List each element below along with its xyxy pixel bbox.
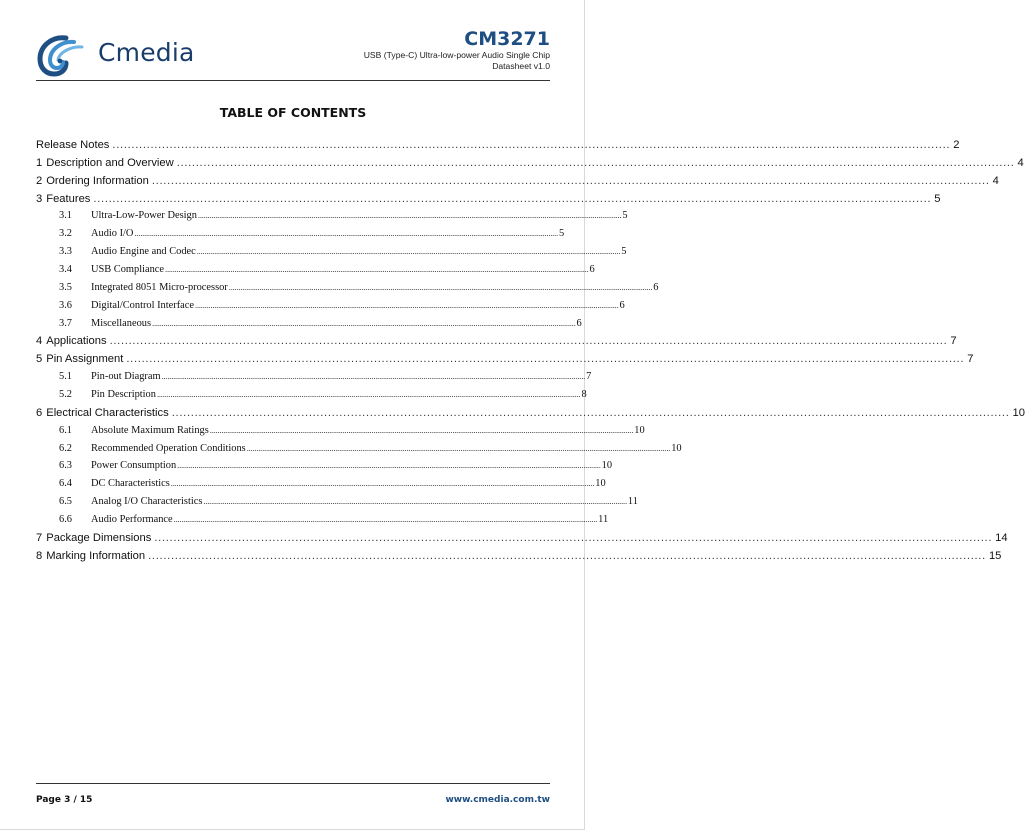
toc-entry-label: Description and Overview	[46, 156, 174, 169]
toc-entry-label: Recommended Operation Conditions	[91, 442, 246, 454]
header-divider	[36, 80, 550, 81]
toc-dot-leader: ............................................................................................................................................................................................................................	[134, 228, 558, 239]
toc-dot-leader: ............................................................................................................................................................................................................................	[176, 156, 1015, 169]
toc-entry-label: USB Compliance	[91, 264, 165, 276]
toc-entry-page: 10	[1012, 406, 1025, 419]
toc-dot-leader: ............................................................................................................................................................................................................................	[154, 531, 993, 544]
toc-entry-page: 6	[653, 281, 659, 293]
toc-entry-page: 5	[621, 246, 627, 258]
toc-entry-number: 3.2	[59, 228, 72, 240]
toc-dot-leader: ............................................................................................................................................................................................................................	[156, 389, 581, 400]
toc-entry-number: 3	[36, 192, 43, 205]
toc-entry-number: 6.3	[59, 460, 72, 472]
toc-entry-page: 4	[992, 174, 999, 187]
toc-entry[interactable]	[36, 228, 565, 246]
toc-entry-number: 6.4	[59, 478, 72, 490]
toc-entry-page: 11	[598, 514, 609, 526]
toc-entry[interactable]	[36, 246, 627, 264]
toc-dot-leader: ............................................................................................................................................................................................................................	[126, 353, 965, 366]
document-header	[364, 28, 550, 72]
toc-entry-number: 6.6	[59, 514, 72, 526]
toc-entry-label: Integrated 8051 Micro-processor	[91, 281, 228, 293]
toc-entry-page: 10	[634, 424, 645, 436]
toc-entry-page: 14	[995, 531, 1008, 544]
toc-entry-label: Absolute Maximum Ratings	[91, 424, 209, 436]
table-of-contents	[36, 139, 1025, 568]
toc-entry-page: 10	[601, 460, 613, 472]
toc-entry-label: Applications	[46, 335, 107, 348]
toc-entry-page: 7	[967, 353, 974, 366]
toc-dot-leader: ............................................................................................................................................................................................................................	[148, 549, 986, 562]
toc-entry-number: 5.2	[59, 389, 72, 401]
toc-entry[interactable]	[36, 549, 1002, 568]
product-subtitle: USB (Type-C) Ultra-low-power Audio Single Chip	[363, 50, 550, 60]
toc-dot-leader: ............................................................................................................................................................................................................................	[112, 139, 951, 151]
toc-entry-label: Digital/Control Interface	[91, 299, 195, 311]
toc-dot-leader: ............................................................................................................................................................................................................................	[246, 442, 671, 453]
toc-entry-label: Miscellaneous	[91, 317, 152, 329]
toc-entry[interactable]	[36, 281, 659, 300]
toc-entry[interactable]	[36, 156, 1024, 175]
toc-entry-page: 5	[934, 192, 941, 205]
toc-entry[interactable]	[36, 335, 957, 353]
toc-dot-leader: ............................................................................................................................................................................................................................	[196, 246, 621, 257]
toc-entry-label: Pin Description	[91, 389, 156, 401]
toc-dot-leader: ............................................................................................................................................................................................................................	[173, 514, 598, 525]
toc-entry-page: 7	[586, 371, 592, 383]
website-link[interactable]: www.cmedia.com.tw	[445, 795, 550, 805]
toc-entry-label: Release Notes	[36, 139, 110, 151]
cmedia-logo	[36, 33, 196, 77]
footer-divider	[36, 783, 550, 784]
toc-entry-label: Package Dimensions	[46, 531, 152, 544]
toc-entry-label: Power Consumption	[91, 460, 177, 472]
toc-entry[interactable]	[36, 371, 592, 389]
toc-dot-leader: ............................................................................................................................................................................................................................	[152, 317, 576, 328]
toc-dot-leader: ............................................................................................................................................................................................................................	[197, 210, 622, 221]
toc-entry-page: 15	[988, 549, 1002, 562]
toc-entry-page: 6	[619, 299, 625, 311]
toc-entry-label: Audio Performance	[91, 514, 173, 526]
toc-entry-page: 7	[950, 335, 957, 348]
toc-entry[interactable]	[36, 531, 1008, 550]
toc-entry-page: 2	[953, 139, 960, 151]
toc-entry-number: 5.1	[59, 371, 72, 383]
toc-entry[interactable]	[36, 389, 587, 407]
toc-entry-number: 3.4	[59, 264, 72, 276]
toc-title: TABLE OF CONTENTS	[219, 105, 367, 120]
toc-entry-number: 6.2	[59, 442, 72, 454]
toc-dot-leader: ............................................................................................................................................................................................................................	[209, 424, 634, 435]
toc-entry-label: Audio Engine and Codec	[91, 246, 196, 258]
toc-entry-number: 7	[36, 531, 43, 544]
toc-entry[interactable]	[36, 442, 682, 461]
toc-entry-number: 6	[36, 406, 43, 419]
toc-entry-number: 8	[36, 549, 43, 562]
toc-dot-leader: ............................................................................................................................................................................................................................	[165, 264, 589, 275]
toc-entry-label: Electrical Characteristics	[46, 406, 169, 419]
toc-entry-label: Analog I/O Characteristics	[91, 496, 203, 508]
toc-entry[interactable]	[36, 174, 999, 193]
toc-entry-page: 6	[589, 264, 595, 276]
toc-dot-leader: ............................................................................................................................................................................................................................	[151, 174, 990, 187]
product-code: CM3271	[464, 28, 550, 50]
toc-entry-page: 8	[581, 389, 587, 401]
document-version: Datasheet v1.0	[492, 61, 550, 71]
toc-entry-number: 3.5	[59, 281, 72, 293]
toc-entry[interactable]	[36, 299, 625, 318]
toc-entry-page: 10	[595, 478, 606, 490]
toc-entry-number: 3.3	[59, 246, 72, 258]
toc-entry-number: 2	[36, 174, 43, 187]
toc-entry[interactable]	[36, 317, 582, 336]
page-number: Page 3 / 15	[36, 795, 93, 805]
toc-entry-page: 4	[1017, 156, 1024, 169]
cmedia-swirl-icon	[36, 33, 94, 77]
toc-entry[interactable]	[36, 139, 960, 157]
toc-entry-label: DC Characteristics	[91, 478, 170, 490]
toc-entry-number: 1	[36, 156, 43, 169]
toc-entry-page: 6	[576, 317, 582, 329]
toc-entry-label: Ultra-Low-Power Design	[91, 210, 197, 222]
toc-entry-number: 3.6	[59, 299, 72, 311]
toc-dot-leader: ............................................................................................................................................................................................................................	[161, 371, 586, 382]
toc-entry[interactable]	[36, 460, 613, 478]
toc-entry-number: 5	[36, 353, 43, 366]
toc-entry-number: 3.7	[59, 317, 72, 329]
toc-dot-leader: ............................................................................................................................................................................................................................	[203, 496, 627, 507]
toc-entry-number: 6.1	[59, 424, 72, 436]
toc-entry-label: Marking Information	[46, 549, 146, 562]
toc-dot-leader: ............................................................................................................................................................................................................................	[228, 281, 653, 292]
toc-entry-label: Pin Assignment	[46, 353, 124, 366]
toc-dot-leader: ............................................................................................................................................................................................................................	[171, 406, 1010, 419]
toc-entry[interactable]	[36, 210, 628, 228]
toc-entry-label: Audio I/O	[91, 228, 134, 240]
toc-entry[interactable]	[36, 478, 606, 496]
toc-entry-number: 6.5	[59, 496, 72, 508]
toc-entry-label: Ordering Information	[46, 174, 149, 187]
toc-entry[interactable]	[36, 514, 609, 532]
toc-dot-leader: ............................................................................................................................................................................................................................	[109, 335, 948, 348]
toc-entry[interactable]	[36, 353, 974, 371]
toc-entry[interactable]	[36, 424, 645, 443]
toc-entry-number: 3.1	[59, 210, 72, 222]
toc-entry-page: 10	[671, 442, 682, 454]
toc-entry-page: 5	[558, 228, 565, 240]
toc-entry-label: Pin-out Diagram	[91, 371, 161, 383]
toc-entry[interactable]	[36, 264, 595, 282]
toc-entry[interactable]	[36, 192, 941, 211]
logo-wordmark: Cmedia	[98, 38, 195, 67]
toc-entry-number: 4	[36, 335, 43, 348]
toc-dot-leader: ............................................................................................................................................................................................................................	[170, 478, 595, 489]
toc-dot-leader: ............................................................................................................................................................................................................................	[177, 460, 601, 471]
toc-entry-page: 11	[627, 496, 638, 508]
toc-entry-page: 5	[622, 210, 628, 222]
toc-entry-label: Features	[46, 192, 91, 205]
toc-entry[interactable]	[36, 406, 1025, 425]
toc-dot-leader: ............................................................................................................................................................................................................................	[195, 299, 619, 310]
toc-dot-leader: ............................................................................................................................................................................................................................	[93, 192, 932, 205]
toc-entry[interactable]	[36, 496, 638, 514]
